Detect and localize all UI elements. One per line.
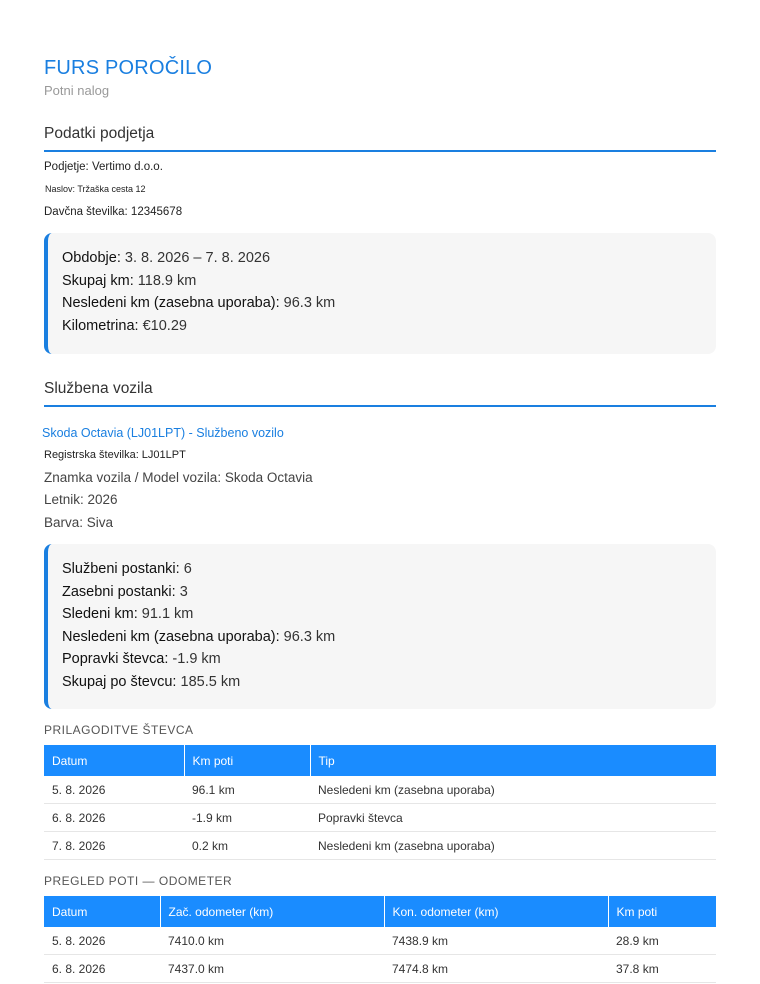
summary-row-mileage-allowance: Kilometrina: €10.29 [62, 317, 187, 334]
column-header: Km poti [184, 745, 310, 776]
vehicle-title-link[interactable]: Skoda Octavia (LJ01LPT) - Službeno vozilo [42, 426, 284, 440]
vehicle-summary-row: Zasebni postanki: 3 [62, 583, 188, 600]
column-header: Kon. odometer (km) [384, 896, 608, 927]
table-cell: 7474.8 km [384, 955, 608, 983]
table-row [44, 955, 716, 983]
table-cell: 28.9 km [608, 927, 716, 955]
report-title: FURS POROČILO [44, 57, 213, 79]
table-cell: 7438.9 km [384, 927, 608, 955]
table-row [44, 832, 716, 860]
vehicle-summary-row: Skupaj po števcu: 185.5 km [62, 673, 241, 690]
table-cell: 0.2 km [184, 832, 310, 860]
table-cell: Nesledeni km (zasebna uporaba) [310, 776, 716, 804]
summary-row-period: Obdobje: 3. 8. 2026 – 7. 8. 2026 [62, 250, 271, 266]
adjustments-table [44, 745, 716, 860]
table-row [44, 927, 716, 955]
table-row [44, 804, 716, 832]
odometer-table [44, 896, 716, 983]
vehicle-summary-row: Popravki števca: -1.9 km [62, 651, 221, 667]
company-address: Naslov: Tržaška cesta 12 [45, 184, 146, 194]
table-cell: 5. 8. 2026 [44, 776, 184, 804]
table-cell: Popravki števca [310, 804, 716, 832]
report-subtitle: Potni nalog [44, 83, 110, 98]
table-cell: 5. 8. 2026 [44, 927, 160, 955]
vehicle-summary-row: Službeni postanki: 6 [62, 561, 192, 577]
table-cell: 7. 8. 2026 [44, 832, 184, 860]
table-cell: 7410.0 km [160, 927, 384, 955]
summary-row-total-km: Skupaj km: 118.9 km [62, 272, 197, 289]
table-cell: Nesledeni km (zasebna uporaba) [310, 832, 716, 860]
table-row [44, 776, 716, 804]
table-cell: 6. 8. 2026 [44, 955, 160, 983]
table-cell: 37.8 km [608, 955, 716, 983]
table-cell: 7437.0 km [160, 955, 384, 983]
odometer-heading: PREGLED POTI — ODOMETER [44, 874, 233, 888]
vehicle-color: Barva: Siva [44, 515, 114, 530]
vehicle-registration: Registrska številka: LJ01LPT [44, 449, 186, 461]
vehicle-summary-row: Nesledeni km (zasebna uporaba): 96.3 km [62, 628, 336, 645]
company-name: Podjetje: Vertimo d.o.o. [44, 161, 163, 173]
company-tax-number: Davčna številka: 12345678 [44, 206, 183, 218]
column-header: Datum [44, 745, 184, 776]
column-header: Tip [310, 745, 716, 776]
summary-row-untracked-km: Nesledeni km (zasebna uporaba): 96.3 km [62, 295, 336, 311]
table-cell: 6. 8. 2026 [44, 804, 184, 832]
table-cell: -1.9 km [184, 804, 310, 832]
company-summary-box [44, 233, 716, 354]
vehicle-summary-box [44, 544, 716, 709]
vehicles-section-heading: Službena vozila [44, 380, 716, 407]
vehicle-summary-row: Sledeni km: 91.1 km [62, 606, 194, 622]
column-header: Datum [44, 896, 160, 927]
adjustments-heading: PRILAGODITVE ŠTEVCA [44, 723, 194, 737]
company-section-heading: Podatki podjetja [44, 125, 716, 152]
vehicle-model: Znamka vozila / Model vozila: Skoda Octavia [44, 470, 313, 485]
vehicle-year: Letnik: 2026 [44, 492, 118, 507]
column-header: Zač. odometer (km) [160, 896, 384, 927]
column-header: Km poti [608, 896, 716, 927]
table-cell: 96.1 km [184, 776, 310, 804]
